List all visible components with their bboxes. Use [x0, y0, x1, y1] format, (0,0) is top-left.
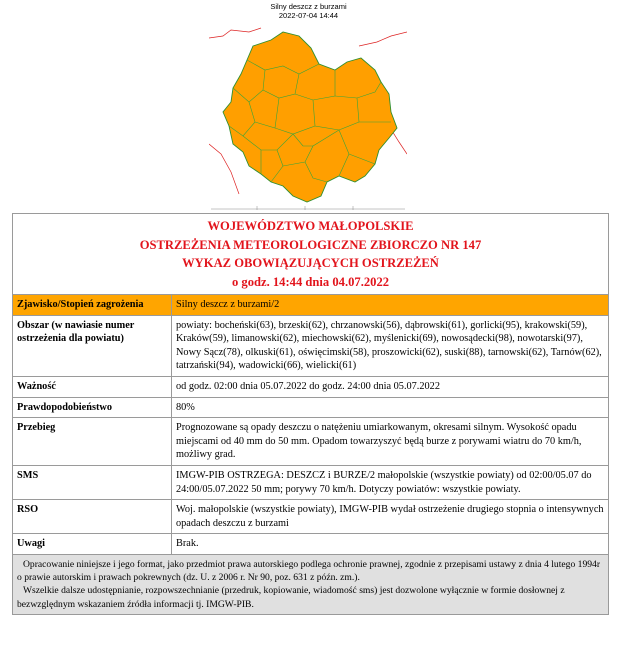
phenomenon-label: Zjawisko/Stopień zagrożenia	[13, 295, 172, 316]
row-validity	[13, 376, 609, 397]
phenomenon-value: Silny deszcz z burzami/2	[172, 295, 609, 316]
header-issue-time: o godz. 14:44 dnia 04.07.2022	[231, 274, 390, 289]
warnings-header	[13, 214, 609, 295]
map-datetime: 2022-07-04 14:44	[278, 11, 339, 20]
remarks-label: Uwagi	[13, 534, 172, 555]
row-rso	[13, 500, 609, 534]
header-row	[13, 214, 609, 295]
row-remarks	[13, 534, 609, 555]
header-list-title: WYKAZ OBOWIĄZUJĄCYCH OSTRZEŻEŃ	[182, 256, 439, 270]
probability-value: 80%	[172, 397, 609, 418]
row-area	[13, 315, 609, 376]
area-value: powiaty: bocheński(63), brzeski(62), chrzanowski(56), dąbrowski(61), gorlicki(95), krakowski(59), Kraków(59), limanowski(62), miechowski(62), myślenicki(69), nowosądecki(98), nowotarski(97), Nowy Sącz(78), olkuski(61), oświęcimski(58), proszowicki(62), suski(88), tarnowski(62), Tarnów(62), tatrzański(94), wadowicki(66), wielicki(61)	[172, 315, 609, 376]
course-value: Prognozowane są opady deszczu o natężeniu umiarkowanym, okresami silnym. Wysokość opadu miejscami od 40 mm do 50 mm. Opadom towarzyszyć będą burze z porywami wiatru do 70 km/h, możliwy grad.	[172, 418, 609, 466]
map-title: Silny deszcz z burzami	[270, 2, 347, 11]
remarks-value: Brak.	[172, 534, 609, 555]
row-probability	[13, 397, 609, 418]
warning-map	[209, 26, 407, 210]
probability-label: Prawdopodobieństwo	[13, 397, 172, 418]
header-region: WOJEWÓDZTWO MAŁOPOLSKIE	[207, 219, 414, 233]
row-sms	[13, 465, 609, 499]
validity-value: od godz. 02:00 dnia 05.07.2022 do godz. 24:00 dnia 05.07.2022	[172, 376, 609, 397]
sms-value: IMGW-PIB OSTRZEGA: DESZCZ i BURZE/2 małopolskie (wszystkie powiaty) od 02:00/05.07 do 24:00/05.07.2022 50 mm; porywy 70 km/h. Dotyczy powiatów: wszystkie powiaty.	[172, 465, 609, 499]
row-course	[13, 418, 609, 466]
validity-label: Ważność	[13, 376, 172, 397]
row-footer	[13, 554, 609, 614]
malopolska-map	[209, 26, 407, 210]
row-phenomenon	[13, 295, 609, 316]
copyright-paragraph: Opracowanie niniejsze i jego format, jako przedmiot prawa autorskiego podlega ochronie prawnej, zgodnie z przepisami ustawy z dnia 4 lutego 1994r o prawie autorskim i prawach pokrewnych (dz. U. z 2006 r. Nr 90, poz. 631 z późn. zm.).	[17, 558, 601, 584]
copyright-notice	[13, 554, 609, 614]
rso-value: Woj. małopolskie (wszystkie powiaty), IMGW-PIB wydał ostrzeżenie drugiego stopnia o intensywnych opadach deszczu z burzami	[172, 500, 609, 534]
map-caption	[0, 2, 617, 20]
rso-label: RSO	[13, 500, 172, 534]
header-bulletin-number: OSTRZEŻENIA METEOROLOGICZNE ZBIORCZO NR 147	[139, 237, 482, 252]
redistribution-paragraph: Wszelkie dalsze udostępnianie, rozpowszechnianie (przedruk, kopiowanie, wiadomość sms) jest dozwolone wyłącznie w formie dosłownej z bezwzględnym wskazaniem źródła informacji tj. IMGW-PIB.	[17, 585, 565, 610]
warnings-table	[12, 213, 609, 615]
course-label: Przebieg	[13, 418, 172, 466]
area-label: Obszar (w nawiasie numer ostrzeżenia dla powiatu)	[13, 315, 172, 376]
sms-label: SMS	[13, 465, 172, 499]
